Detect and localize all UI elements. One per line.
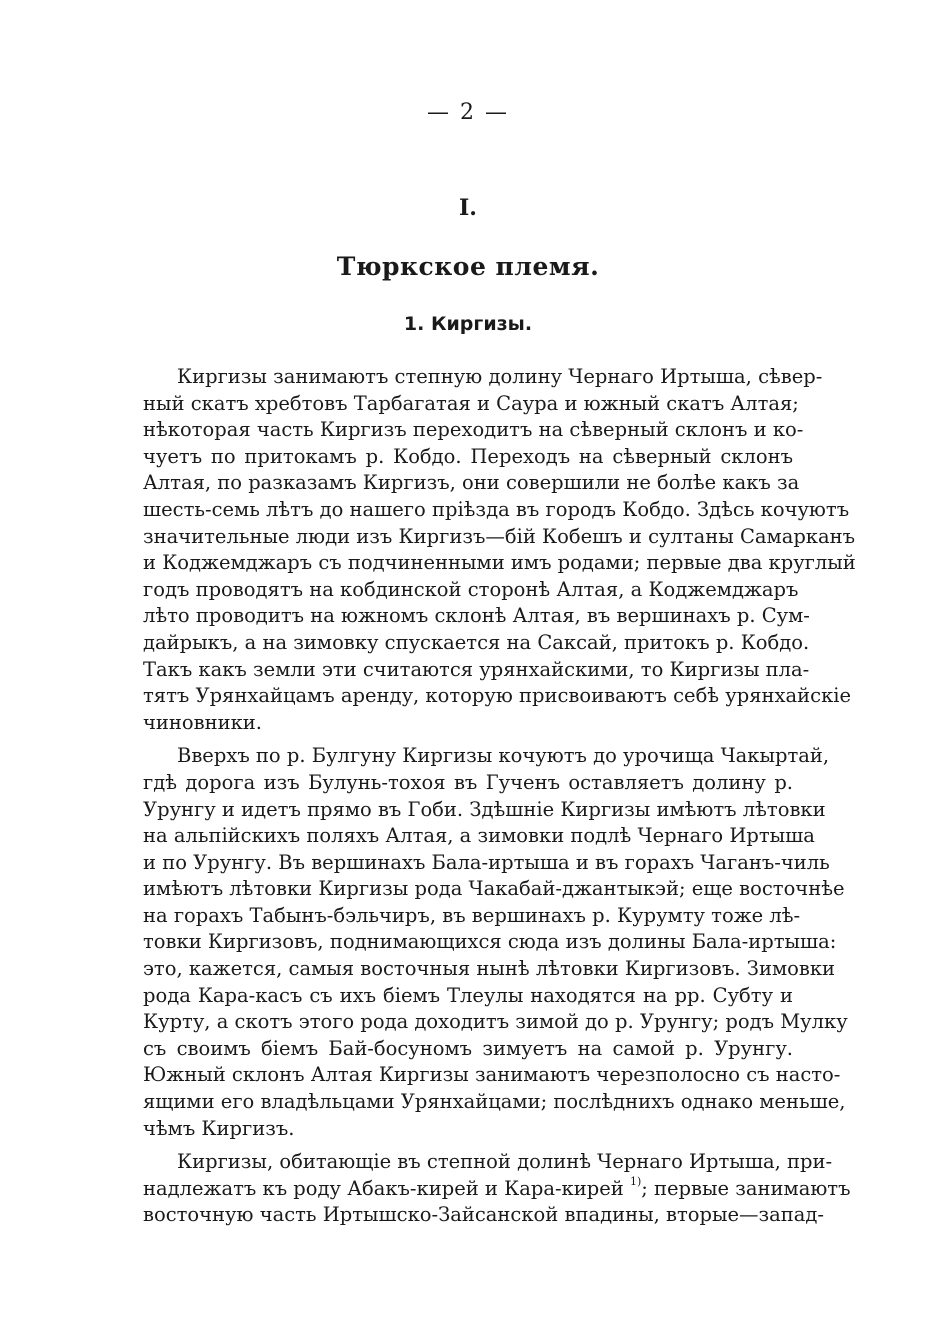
text-line: Вверхъ по р. Булгуну Киргизы кочуютъ до урочища Чакыртай, (177, 744, 830, 768)
text-line: товки Киргизовъ, поднимающихся сюда изъ долины Бала-иртыша: (143, 930, 837, 954)
text-line: Киргизы занимаютъ степную долину Чернаго Иртыша, сѣвер- (177, 365, 823, 388)
text-line: это, кажется, самыя восточныя нынѣ лѣтовки Киргизовъ. Зимовки (143, 957, 836, 981)
text-line: на альпійскихъ поляхъ Алтая, а зимовки подлѣ Чернаго Иртыша (143, 824, 815, 848)
text-line: шесть-семь лѣтъ до нашего пріѣзда въ городъ Кобдо. Здѣсь кочуютъ (143, 497, 850, 521)
text-line: имѣютъ лѣтовки Киргизы рода Чакабай-джантыкэй; еще восточнѣе (143, 877, 845, 901)
text-line: рода Кара-касъ съ ихъ біемъ Тлеулы находятся на рр. Субту и (143, 983, 793, 1007)
subsection-title: 1. Киргизы. (403, 313, 533, 335)
text-line (143, 1174, 851, 1203)
text-line: и по Урунгу. Въ вершинахъ Бала-иртыша и въ горахъ Чаганъ-чиль (143, 850, 830, 874)
section-number: I. (459, 195, 477, 221)
body-text (143, 364, 856, 1229)
text-line: восточную часть Иртышско-Зайсанской впадины, вторые—запад- (143, 1203, 825, 1227)
text-line: тятъ Урянхайцамъ аренду, которую присвоиваютъ себѣ урянхайскіе (143, 684, 852, 708)
chapter-title: Тюркское племя. (336, 252, 600, 281)
text-line: Курту, а скотъ этого рода доходитъ зимой до р. Урунгу; родъ Мулку (143, 1010, 848, 1034)
text-line: чуетъ по притокамъ р. Кобдо. Переходъ на сѣверный склонъ (143, 444, 793, 468)
paragraph-1 (143, 364, 856, 736)
page-number: — 2 — (427, 100, 509, 125)
text-line: чиновники. (143, 710, 262, 734)
text-line: съ своимъ біемъ Бай-босуномъ зимуетъ на самой р. Урунгу. (143, 1036, 793, 1060)
text-line: гдѣ дорога изъ Булунь-тохоя въ Гученъ оставляетъ долину р. (143, 770, 793, 794)
text-line: ящими его владѣльцами Урянхайцами; послѣднихъ однако меньше, (143, 1090, 846, 1114)
text-line: значительные люди изъ Киргизъ—бій Кобешъ и султаны Самарканъ (143, 524, 856, 548)
text-line: нѣкоторая часть Киргизъ переходитъ на сѣверный склонъ и ко- (143, 418, 804, 442)
text-line: Южный склонъ Алтая Киргизы занимаютъ черезполосно съ насто- (143, 1063, 841, 1087)
footnote-marker: 1) (629, 1174, 642, 1188)
text-line: Алтая, по разказамъ Киргизъ, они совершили не болѣе какъ за (143, 471, 800, 495)
text-line: на горахъ Табынъ-бэльчиръ, въ вершинахъ р. Курумту тоже лѣ- (143, 903, 801, 927)
text-line: Такъ какъ земли эти считаются урянхайскими, то Киргизы пла- (143, 657, 810, 681)
text-line: годъ проводятъ на кобдинской сторонѣ Алтая, а Коджемджаръ (143, 577, 799, 601)
text-fragment: надлежатъ къ роду Абакъ-кирей и Кара-кирей (143, 1176, 624, 1200)
text-line: Киргизы, обитающіе въ степной долинѣ Чернаго Иртыша, при- (177, 1150, 833, 1174)
paragraph-2 (143, 743, 848, 1142)
text-fragment: ; первые занимаютъ (641, 1176, 851, 1200)
text-line: Урунгу и идетъ прямо въ Гоби. Здѣшніе Киргизы имѣютъ лѣтовки (143, 797, 826, 821)
text-line: дайрыкъ, а на зимовку спускается на Саксай, притокъ р. Кобдо. (143, 630, 810, 654)
paragraph-3 (143, 1149, 851, 1229)
text-line: чѣмъ Киргизъ. (143, 1116, 295, 1140)
text-line: ный скатъ хребтовъ Тарбагатая и Саура и южный скатъ Алтая; (143, 391, 799, 415)
text-line: и Коджемджаръ съ подчиненными имъ родами; первые два круглый (143, 551, 856, 575)
text-line: лѣто проводитъ на южномъ склонѣ Алтая, въ вершинахъ р. Сум- (143, 604, 810, 628)
